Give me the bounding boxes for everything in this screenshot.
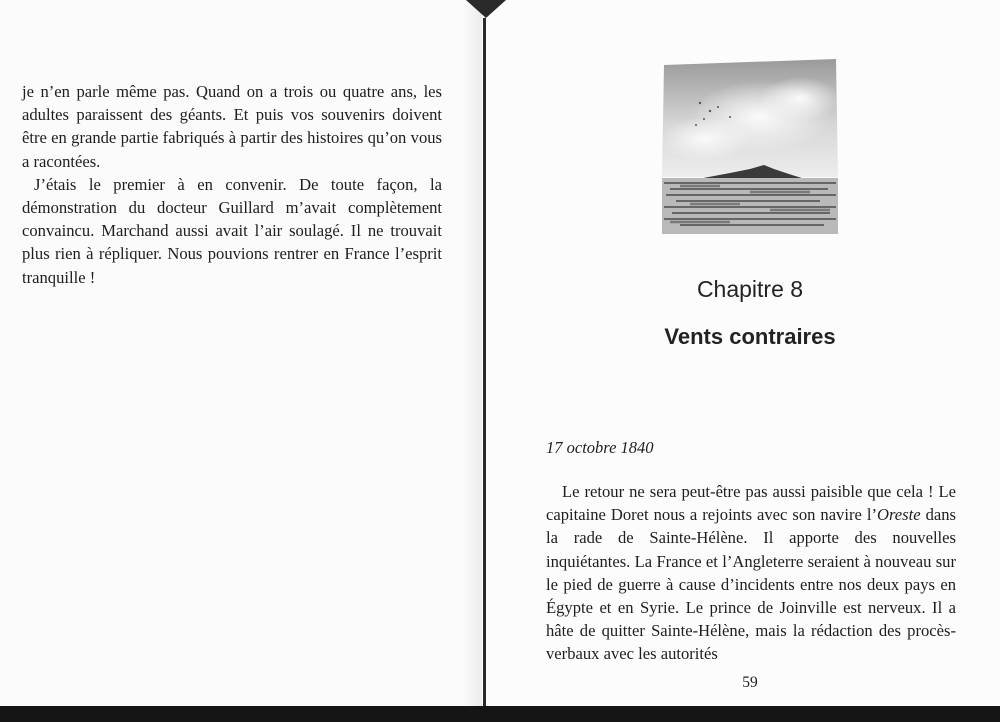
chapter-title: Vents contraires: [664, 324, 836, 349]
journal-date: 17 octobre 1840: [546, 438, 654, 457]
ship-name: Oreste: [876, 505, 921, 525]
gutter-shadow: [462, 0, 482, 706]
left-page-text: [22, 80, 442, 289]
paragraph-text-end: dans la rade de Sainte-Hélène. Il apporte des nouvelles inquiétantes. La France et l’Angleterre seraient à nouveau sur le pied de guerre à cause d’incidents entre nos deux pays en Égypte et en Syrie. Le prince de Joinville est nerveux. Il a hâte de quitter Sainte-Hélène, mais la rédaction des procès-verbaux avec les autorités: [546, 505, 956, 664]
right-page-text: [546, 480, 956, 666]
spine-notch: [466, 0, 506, 18]
left-paragraph-2: J’étais le premier à en convenir. De toute façon, la démonstration du docteur Guillard m’avait complètement convaincu. Marchand aussi avait l’air soulagé. Il ne trouvait plus rien à répliquer. Nous pouvions rentrer en France l’esprit tranquille !: [22, 174, 442, 287]
chapter-illustration: [660, 59, 840, 235]
sea-island-illustration: [660, 59, 840, 235]
left-paragraph-1: je n’en parle même pas. Quand on a trois ou quatre ans, les adultes paraissent des géants. Et puis vos souvenirs doivent être en grande partie fabriqués à partir des histoires qu’on vous a racontées.: [22, 82, 442, 171]
book-gutter: [483, 18, 486, 706]
chapter-number: Chapitre 8: [696, 276, 804, 302]
right-paragraph-1: [546, 480, 956, 666]
page-number: 59: [742, 674, 758, 691]
paragraph-text-start: Le retour ne sera peut-être pas aussi paisible que cela ! Le capitaine Doret nous a rejoints avec son navire l’: [546, 482, 956, 525]
scan-bottom-edge: [0, 706, 1000, 722]
